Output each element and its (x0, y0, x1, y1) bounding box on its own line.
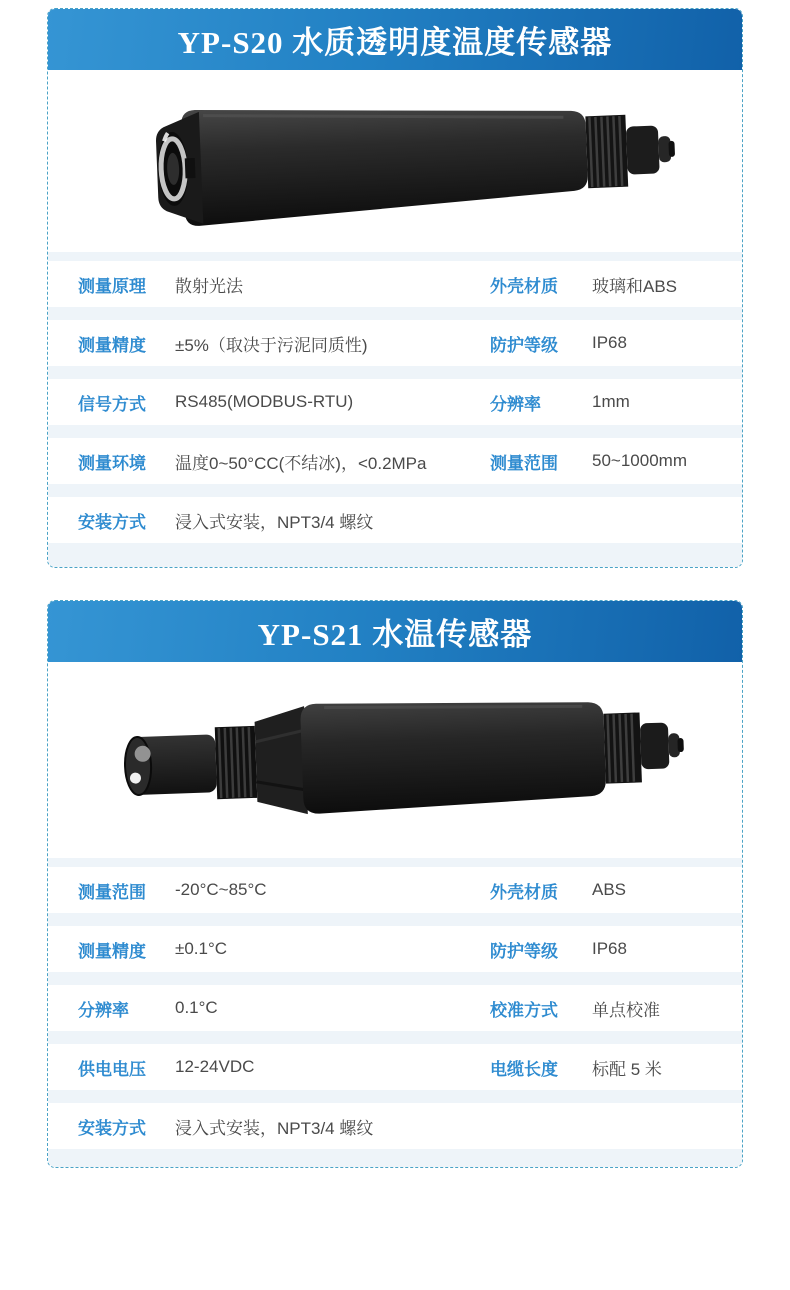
card-title-banner (47, 8, 743, 70)
spec-row (48, 1044, 742, 1090)
hex-nut (254, 706, 308, 816)
spec-table (48, 858, 742, 1167)
spec-row (48, 438, 742, 484)
sensor-body (300, 694, 607, 815)
temperature-sensor-photo (100, 675, 690, 845)
spec-label: 测量范围 (490, 453, 558, 473)
spec-value: ABS (592, 880, 627, 899)
spec-row (48, 320, 742, 366)
sensor-connector (626, 125, 660, 174)
spec-label: 防护等级 (490, 941, 558, 961)
product-card-yp-s20 (47, 8, 743, 568)
spec-row (48, 379, 742, 425)
spec-label: 外壳材质 (490, 276, 558, 296)
spec-row (48, 867, 742, 913)
spec-row (48, 985, 742, 1031)
spec-label: 测量精度 (78, 335, 146, 355)
spec-value: IP68 (592, 939, 627, 958)
spec-label: 信号方式 (78, 394, 146, 414)
spec-value: 温度0~50°CC(不结冰)，<0.2MPa (175, 453, 427, 473)
sensor-connector (640, 722, 670, 769)
spec-label: 分辨率 (490, 394, 541, 414)
spec-label: 分辨率 (78, 1000, 129, 1020)
spec-label: 安装方式 (78, 512, 146, 532)
spec-row (48, 261, 742, 307)
product-image-area (48, 70, 742, 252)
turbidity-sensor-photo (105, 80, 685, 242)
spec-value: 玻璃和ABS (592, 276, 678, 296)
spec-value: 单点校准 (592, 1000, 660, 1020)
product-title: YP-S20 水质透明度温度传感器 (177, 24, 613, 60)
spec-value: 浸入式安装，NPT3/4 螺纹 (175, 1118, 374, 1138)
spec-label: 测量精度 (78, 941, 146, 961)
sensor-body (181, 94, 589, 226)
spec-row (48, 497, 742, 543)
spec-value: 0.1°C (175, 998, 218, 1017)
spec-value: ±0.1°C (175, 939, 228, 958)
spec-label: 测量环境 (78, 453, 146, 473)
spec-value: 散射光法 (175, 276, 243, 296)
spec-value: 标配 5 米 (592, 1059, 662, 1079)
spec-label: 测量原理 (78, 276, 146, 296)
spec-label: 安装方式 (78, 1118, 146, 1138)
spec-label: 测量范围 (78, 882, 146, 902)
spec-row (48, 926, 742, 972)
spec-table (48, 252, 742, 567)
spec-label: 防护等级 (490, 335, 558, 355)
spec-value: 1mm (592, 392, 630, 411)
spec-row (48, 1103, 742, 1149)
product-title: YP-S21 水温传感器 (257, 616, 533, 652)
spec-value: 浸入式安装，NPT3/4 螺纹 (175, 512, 374, 532)
spec-label: 电缆长度 (490, 1059, 558, 1079)
spec-label: 校准方式 (490, 1000, 558, 1020)
product-card-yp-s21 (47, 600, 743, 1168)
spec-label: 供电电压 (78, 1059, 146, 1079)
spec-label: 外壳材质 (490, 882, 558, 902)
spec-value: ±5%（取决于污泥同质性) (175, 335, 368, 355)
spec-value: 12-24VDC (175, 1057, 255, 1076)
spec-value: IP68 (592, 333, 627, 352)
spec-value: RS485(MODBUS-RTU) (175, 392, 354, 411)
product-image-area (48, 662, 742, 858)
card-title-banner (47, 600, 743, 662)
spec-value: -20°C~85°C (175, 880, 267, 899)
spec-value: 50~1000mm (592, 451, 687, 470)
